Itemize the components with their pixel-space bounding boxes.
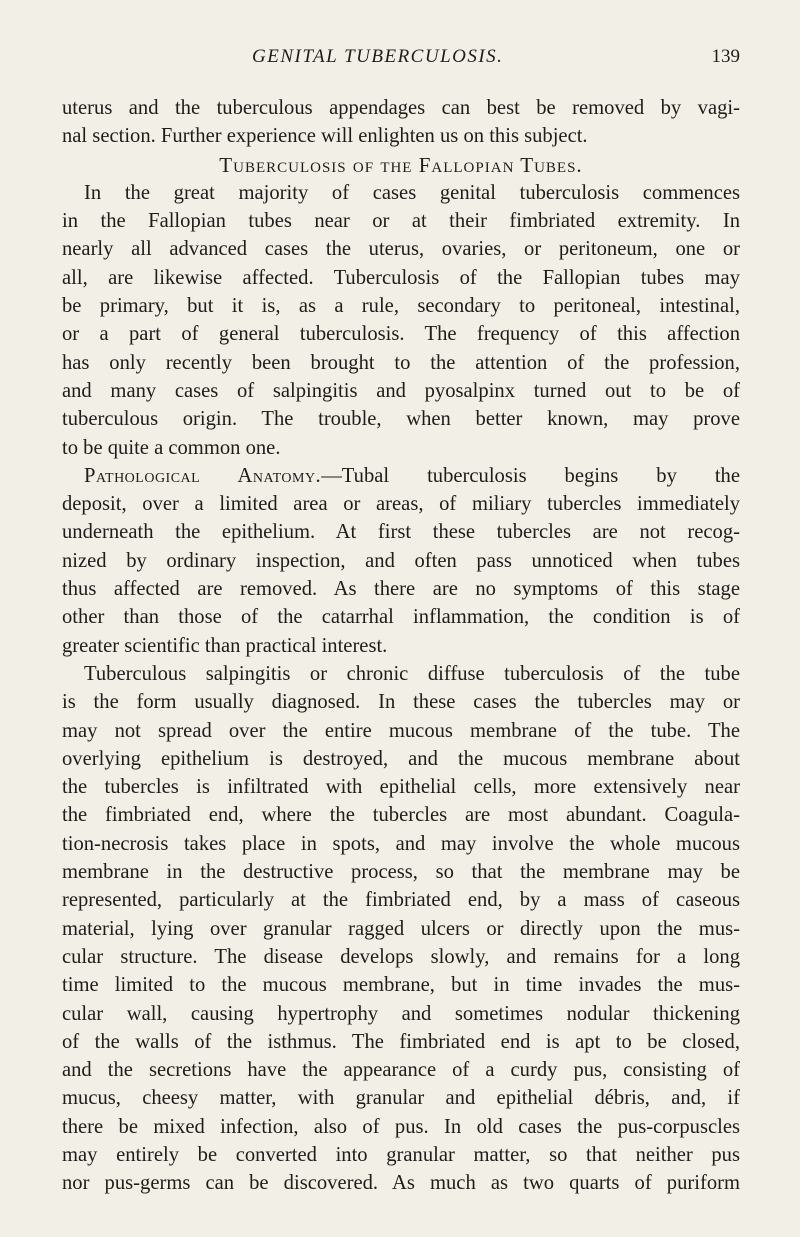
body-text xyxy=(62,94,740,1198)
text-line: and many cases of salpingitis and pyosalpinx turned out to be of xyxy=(62,379,740,402)
text-line: in the Fallopian tubes near or at their fimbriated extremity. In xyxy=(62,210,740,233)
text-line: cular structure. The disease develops slowly, and remains for a long xyxy=(62,945,740,968)
text-line: to be quite a common one. xyxy=(62,436,281,459)
text-line: cular wall, causing hypertrophy and sometimes nodular thickening xyxy=(62,1002,740,1025)
text-line: may entirely be converted into granular matter, so that neither pus xyxy=(62,1143,740,1166)
text-line: thus affected are removed. As there are no symptoms of this stage xyxy=(62,578,740,601)
text-line: uterus and the tuberculous appendages can best be removed by vagi- xyxy=(62,97,740,119)
text-line: underneath the epithelium. At first these tubercles are not recog- xyxy=(62,521,740,544)
text-line: may not spread over the entire mucous membrane of the tube. The xyxy=(62,719,740,742)
text-line: is the form usually diagnosed. In these cases the tubercles may or xyxy=(62,691,740,714)
text-line: has only recently been brought to the attention of the profession, xyxy=(62,351,740,374)
text-line: nal section. Further experience will enlighten us on this subject. xyxy=(62,125,588,148)
text-line: nearly all advanced cases the uterus, ovaries, or peritoneum, one or xyxy=(62,238,740,261)
text-line: tion-necrosis takes place in spots, and may involve the whole mucous xyxy=(62,832,740,855)
subsection-heading: Pathological Anatomy. xyxy=(84,464,322,487)
text-line: represented, particularly at the fimbriated end, by a mass of caseous xyxy=(62,889,740,912)
text-line: membrane in the destructive process, so that the membrane may be xyxy=(62,861,740,884)
text-line: In the great majority of cases genital tuberculosis commences xyxy=(84,181,740,204)
text-line: and the secretions have the appearance of a curdy pus, consisting of xyxy=(62,1059,740,1082)
text-line: the fimbriated end, where the tubercles are most abundant. Coagula- xyxy=(62,804,740,827)
text-line: all, are likewise affected. Tuberculosis of the Fallopian tubes may xyxy=(62,266,740,289)
text-line: tuberculous origin. The trouble, when better known, may prove xyxy=(62,408,740,431)
text-line: nor pus-germs can be discovered. As much as two quarts of puriform xyxy=(62,1172,740,1195)
text-line: of the walls of the isthmus. The fimbriated end is apt to be closed, xyxy=(62,1030,740,1053)
text-line: or a part of general tuberculosis. The frequency of this affection xyxy=(62,323,740,346)
text-line: be primary, but it is, as a rule, secondary to peritoneal, intestinal, xyxy=(62,295,740,318)
text-line: Tuberculous salpingitis or chronic diffuse tuberculosis of the tube xyxy=(84,662,740,685)
text-line: other than those of the catarrhal inflammation, the condition is of xyxy=(62,606,740,629)
text-line: greater scientific than practical interest. xyxy=(62,634,388,657)
text-line: mucus, cheesy matter, with granular and epithelial débris, and, if xyxy=(62,1087,740,1110)
subsection-text: —Tubal tuberculosis begins by the xyxy=(321,464,740,487)
section-heading: Tuberculosis of the Fallopian Tubes. xyxy=(219,152,583,177)
text-line: nized by ordinary inspection, and often pass unnoticed when tubes xyxy=(62,549,740,572)
text-line: time limited to the mucous membrane, but in time invades the mus- xyxy=(62,974,740,997)
text-line: the tubercles is infiltrated with epithelial cells, more extensively near xyxy=(62,776,740,799)
text-line: deposit, over a limited area or areas, of miliary tubercles immediately xyxy=(62,493,740,516)
running-title: GENITAL TUBERCULOSIS. xyxy=(252,46,504,67)
page-number: 139 xyxy=(711,46,740,67)
text-line: there be mixed infection, also of pus. In old cases the pus-corpuscles xyxy=(62,1115,740,1138)
text-line: overlying epithelium is destroyed, and the mucous membrane about xyxy=(62,747,740,770)
running-head xyxy=(62,46,740,72)
text-line: material, lying over granular ragged ulcers or directly upon the mus- xyxy=(62,917,740,940)
subsection-line xyxy=(62,462,740,490)
